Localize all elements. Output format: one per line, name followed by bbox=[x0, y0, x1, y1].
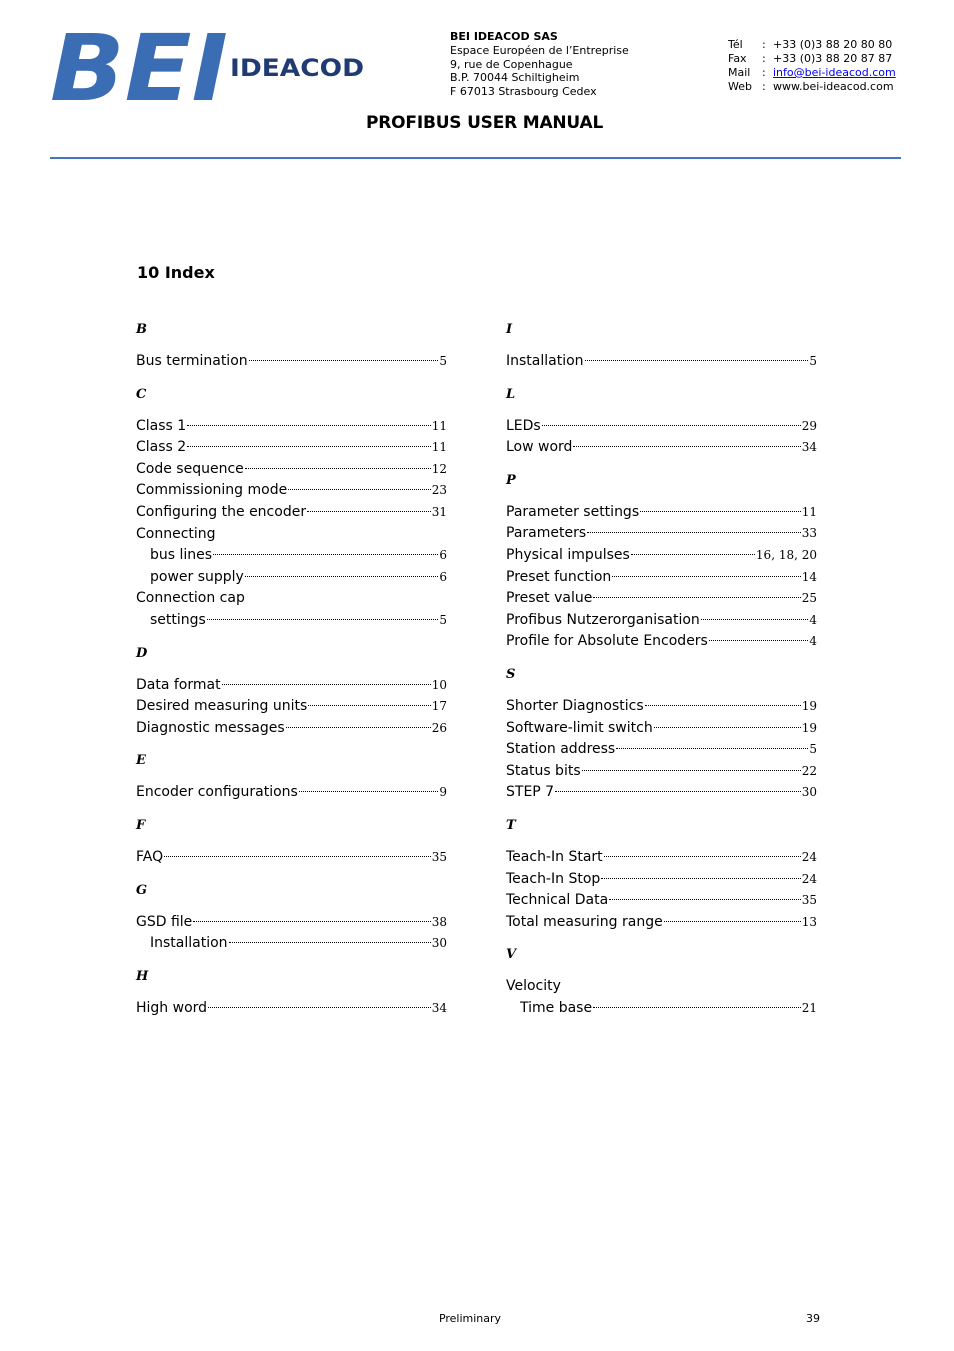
dot-leader bbox=[582, 770, 801, 771]
index-entry bbox=[506, 588, 817, 610]
header-divider bbox=[50, 157, 901, 159]
dot-leader bbox=[193, 921, 430, 922]
dot-leader bbox=[164, 856, 431, 857]
index-entry bbox=[136, 437, 447, 459]
index-term: Data format bbox=[136, 676, 221, 693]
bei-ideacod-logo bbox=[50, 28, 366, 104]
contact-sep: : bbox=[762, 66, 766, 79]
footer-page-number: 39 bbox=[806, 1312, 820, 1325]
index-term: Technical Data bbox=[506, 892, 609, 909]
dot-leader bbox=[229, 942, 431, 943]
dot-leader bbox=[245, 576, 439, 577]
index-page-ref: 5 bbox=[439, 354, 447, 368]
index-entry bbox=[506, 912, 817, 934]
index-page-ref: 26 bbox=[431, 720, 447, 735]
dot-leader bbox=[249, 360, 439, 361]
dot-leader bbox=[616, 748, 808, 749]
index-page-ref: 25 bbox=[801, 591, 817, 606]
dot-leader bbox=[307, 511, 431, 512]
index-term: Class 2 bbox=[136, 439, 187, 456]
index-page-ref: 5 bbox=[809, 742, 817, 757]
dot-leader bbox=[207, 619, 439, 620]
contact-row-fax bbox=[728, 52, 896, 66]
index-letter-b: B bbox=[136, 322, 147, 337]
index-term: Teach-In Stop bbox=[506, 870, 601, 887]
logo-mark: BEI bbox=[50, 28, 228, 104]
index-letter-e: E bbox=[136, 753, 146, 769]
contact-fax: +33 (0)3 88 20 87 87 bbox=[773, 52, 893, 65]
contact-sep: : bbox=[762, 52, 766, 65]
index-page-ref: 17 bbox=[431, 699, 447, 714]
index-page-ref: 6 bbox=[439, 548, 447, 563]
index-term: Profile for Absolute Encoders bbox=[506, 633, 708, 650]
index-page-ref: 11 bbox=[801, 504, 817, 519]
index-entry bbox=[136, 502, 447, 524]
index-term: Encoder configurations bbox=[136, 784, 298, 801]
index-column-right bbox=[506, 320, 817, 1019]
index-term: Connection cap bbox=[136, 590, 245, 607]
dot-leader bbox=[631, 554, 755, 555]
address-line: Espace Européen de l’Entreprise bbox=[450, 43, 629, 57]
index-page-ref: 10 bbox=[431, 677, 447, 692]
index-entry bbox=[136, 588, 447, 610]
index-page-ref: 19 bbox=[801, 720, 817, 735]
index-term: High word bbox=[136, 999, 208, 1016]
index-entry bbox=[136, 416, 447, 438]
index-term: Preset function bbox=[506, 568, 612, 585]
contact-label: Web bbox=[728, 80, 752, 93]
index-page-ref: 33 bbox=[801, 526, 817, 541]
index-entry bbox=[136, 480, 447, 502]
index-letter-p: P bbox=[506, 472, 516, 488]
dot-leader bbox=[187, 425, 431, 426]
index-term: Installation bbox=[150, 935, 228, 952]
index-entry bbox=[506, 976, 817, 998]
contact-sep: : bbox=[762, 80, 766, 93]
document-title: PROFIBUS USER MANUAL bbox=[366, 113, 604, 133]
index-letter-d: D bbox=[136, 645, 148, 661]
index-term: Status bits bbox=[506, 762, 581, 779]
index-entry bbox=[136, 782, 447, 804]
index-term: settings bbox=[150, 611, 206, 628]
index-page-ref: 30 bbox=[431, 936, 447, 951]
address-line: B.P. 70044 Schiltigheim bbox=[450, 71, 580, 85]
address-line: 9, rue de Copenhague bbox=[450, 57, 573, 71]
index-letter-c: C bbox=[136, 386, 147, 402]
index-term: Station address bbox=[506, 741, 616, 758]
index-page-ref: 24 bbox=[801, 849, 817, 864]
index-term: Diagnostic messages bbox=[136, 719, 285, 736]
index-term: Parameters bbox=[506, 525, 587, 542]
index-entry bbox=[506, 567, 817, 589]
index-term: bus lines bbox=[150, 547, 213, 564]
dot-leader bbox=[640, 511, 801, 512]
index-page-ref: 4 bbox=[809, 634, 817, 649]
index-entry bbox=[506, 739, 817, 761]
contact-tel: +33 (0)3 88 20 80 80 bbox=[773, 38, 893, 51]
index-entry bbox=[506, 545, 817, 567]
index-term: LEDs bbox=[506, 417, 541, 434]
index-page-ref: 5 bbox=[809, 354, 817, 368]
index-entry bbox=[506, 998, 817, 1020]
logo-word: IDEACOD bbox=[230, 54, 364, 82]
index-page-ref: 23 bbox=[431, 483, 447, 498]
dot-leader bbox=[664, 921, 801, 922]
dot-leader bbox=[645, 705, 801, 706]
dot-leader bbox=[288, 489, 430, 490]
index-entry bbox=[506, 502, 817, 524]
index-term: Shorter Diagnostics bbox=[506, 697, 644, 714]
index-entry bbox=[136, 912, 447, 934]
index-page-ref: 34 bbox=[801, 440, 817, 455]
index-entry bbox=[506, 631, 817, 653]
index-term: Parameter settings bbox=[506, 503, 640, 520]
index-entry bbox=[136, 847, 447, 869]
index-term: Installation bbox=[506, 353, 584, 369]
index-entry bbox=[506, 437, 817, 459]
index-term: FAQ bbox=[136, 848, 164, 865]
contact-row-tel bbox=[728, 38, 896, 52]
contact-row-web bbox=[728, 80, 896, 94]
index-entry bbox=[506, 416, 817, 438]
index-term: Preset value bbox=[506, 590, 593, 607]
footer-status: Preliminary bbox=[438, 1312, 502, 1325]
dot-leader bbox=[542, 425, 801, 426]
index-letter-t: T bbox=[506, 817, 516, 833]
dot-leader bbox=[593, 597, 800, 598]
index-term: Software-limit switch bbox=[506, 719, 653, 736]
index-page-ref: 5 bbox=[439, 612, 447, 627]
index-entry bbox=[506, 890, 817, 912]
index-term: Total measuring range bbox=[506, 913, 663, 930]
contact-label: Fax bbox=[728, 52, 747, 65]
index-entry bbox=[136, 998, 447, 1020]
index-letter-h: H bbox=[136, 968, 149, 984]
index-entry bbox=[506, 610, 817, 632]
index-term: GSD file bbox=[136, 913, 193, 930]
index-term: Profibus Nutzerorganisation bbox=[506, 611, 700, 628]
index-term: Low word bbox=[506, 439, 573, 456]
company-name: BEI IDEACOD SAS bbox=[450, 30, 558, 43]
dot-leader bbox=[593, 1007, 801, 1008]
contact-web: www.bei-ideacod.com bbox=[773, 80, 894, 93]
contact-label: Mail bbox=[728, 66, 751, 79]
dot-leader bbox=[308, 705, 430, 706]
index-term: Configuring the encoder bbox=[136, 503, 307, 520]
index-page-ref: 12 bbox=[431, 461, 447, 476]
index-page-ref: 35 bbox=[801, 893, 817, 908]
index-page-ref: 14 bbox=[801, 569, 817, 584]
index-term: Connecting bbox=[136, 525, 216, 542]
dot-leader bbox=[187, 446, 431, 447]
index-letter-f: F bbox=[136, 817, 146, 833]
index-entry bbox=[506, 523, 817, 545]
dot-leader bbox=[701, 619, 809, 620]
index-term: Code sequence bbox=[136, 460, 244, 477]
address-line: F 67013 Strasbourg Cedex bbox=[450, 85, 597, 99]
index-letter-l: L bbox=[506, 386, 516, 402]
index-page-ref: 4 bbox=[809, 612, 817, 627]
index-term: Class 1 bbox=[136, 417, 187, 434]
index-term: power supply bbox=[150, 568, 244, 585]
index-page-ref: 31 bbox=[431, 504, 447, 519]
index-page-ref: 38 bbox=[431, 914, 447, 929]
index-entry bbox=[136, 675, 447, 697]
dot-leader bbox=[245, 468, 431, 469]
dot-leader bbox=[286, 727, 431, 728]
index-entry bbox=[136, 524, 447, 546]
index-letter-s: S bbox=[506, 666, 516, 682]
index-page-ref: 29 bbox=[801, 418, 817, 433]
index-term: Physical impulses bbox=[506, 546, 630, 563]
dot-leader bbox=[709, 640, 809, 641]
index-entry bbox=[136, 718, 447, 740]
index-page-ref: 22 bbox=[801, 763, 817, 778]
dot-leader bbox=[587, 532, 801, 533]
index-entry bbox=[506, 718, 817, 740]
dot-leader bbox=[585, 360, 809, 361]
index-page-ref: 11 bbox=[431, 440, 447, 455]
index-page-ref: 16, 18, 20 bbox=[755, 547, 817, 562]
dot-leader bbox=[213, 554, 438, 555]
index-entry bbox=[136, 351, 447, 373]
dot-leader bbox=[612, 576, 800, 577]
contact-mail-link[interactable]: info@bei-ideacod.com bbox=[773, 66, 896, 79]
index-entry bbox=[506, 847, 817, 869]
index-entry bbox=[506, 696, 817, 718]
index-entry bbox=[136, 545, 447, 567]
contact-row-mail bbox=[728, 66, 896, 80]
dot-leader bbox=[299, 791, 439, 792]
index-term: STEP 7 bbox=[506, 784, 555, 801]
contact-block bbox=[728, 38, 896, 94]
index-term: Velocity bbox=[506, 978, 561, 995]
index-entry bbox=[136, 459, 447, 481]
index-entry bbox=[506, 869, 817, 891]
dot-leader bbox=[604, 856, 801, 857]
index-entry bbox=[506, 351, 817, 373]
index-letter-v: V bbox=[506, 947, 517, 963]
section-heading: 10 Index bbox=[137, 263, 215, 282]
index-entry bbox=[506, 782, 817, 804]
index-page-ref: 11 bbox=[431, 418, 447, 433]
index-term: Commissioning mode bbox=[136, 482, 288, 499]
index-entry bbox=[136, 696, 447, 718]
contact-sep: : bbox=[762, 38, 766, 51]
index-page-ref: 30 bbox=[801, 785, 817, 800]
contact-label: Tél bbox=[728, 38, 743, 51]
index-term: Teach-In Start bbox=[506, 848, 603, 865]
index-letter-g: G bbox=[136, 882, 148, 898]
dot-leader bbox=[609, 899, 801, 900]
index-column-left bbox=[136, 320, 447, 1019]
index-entry bbox=[506, 761, 817, 783]
index-entry bbox=[136, 567, 447, 589]
index-entry bbox=[136, 933, 447, 955]
index-page-ref: 24 bbox=[801, 871, 817, 886]
index-term: Desired measuring units bbox=[136, 698, 308, 715]
dot-leader bbox=[654, 727, 801, 728]
dot-leader bbox=[208, 1007, 431, 1008]
index-entry bbox=[136, 610, 447, 632]
index-page-ref: 35 bbox=[431, 849, 447, 864]
dot-leader bbox=[573, 446, 800, 447]
index-page-ref: 6 bbox=[439, 569, 447, 584]
index-letter-i: I bbox=[506, 322, 513, 337]
index-page-ref: 9 bbox=[439, 785, 447, 800]
index-term: Bus termination bbox=[136, 353, 248, 369]
company-address bbox=[450, 30, 629, 99]
dot-leader bbox=[222, 684, 431, 685]
index-page-ref: 21 bbox=[801, 1000, 817, 1015]
index-term: Time base bbox=[520, 999, 593, 1016]
dot-leader bbox=[601, 878, 800, 879]
dot-leader bbox=[555, 791, 801, 792]
index-page-ref: 19 bbox=[801, 698, 817, 713]
index-page-ref: 34 bbox=[431, 1000, 447, 1015]
index-page-ref: 13 bbox=[801, 914, 817, 929]
